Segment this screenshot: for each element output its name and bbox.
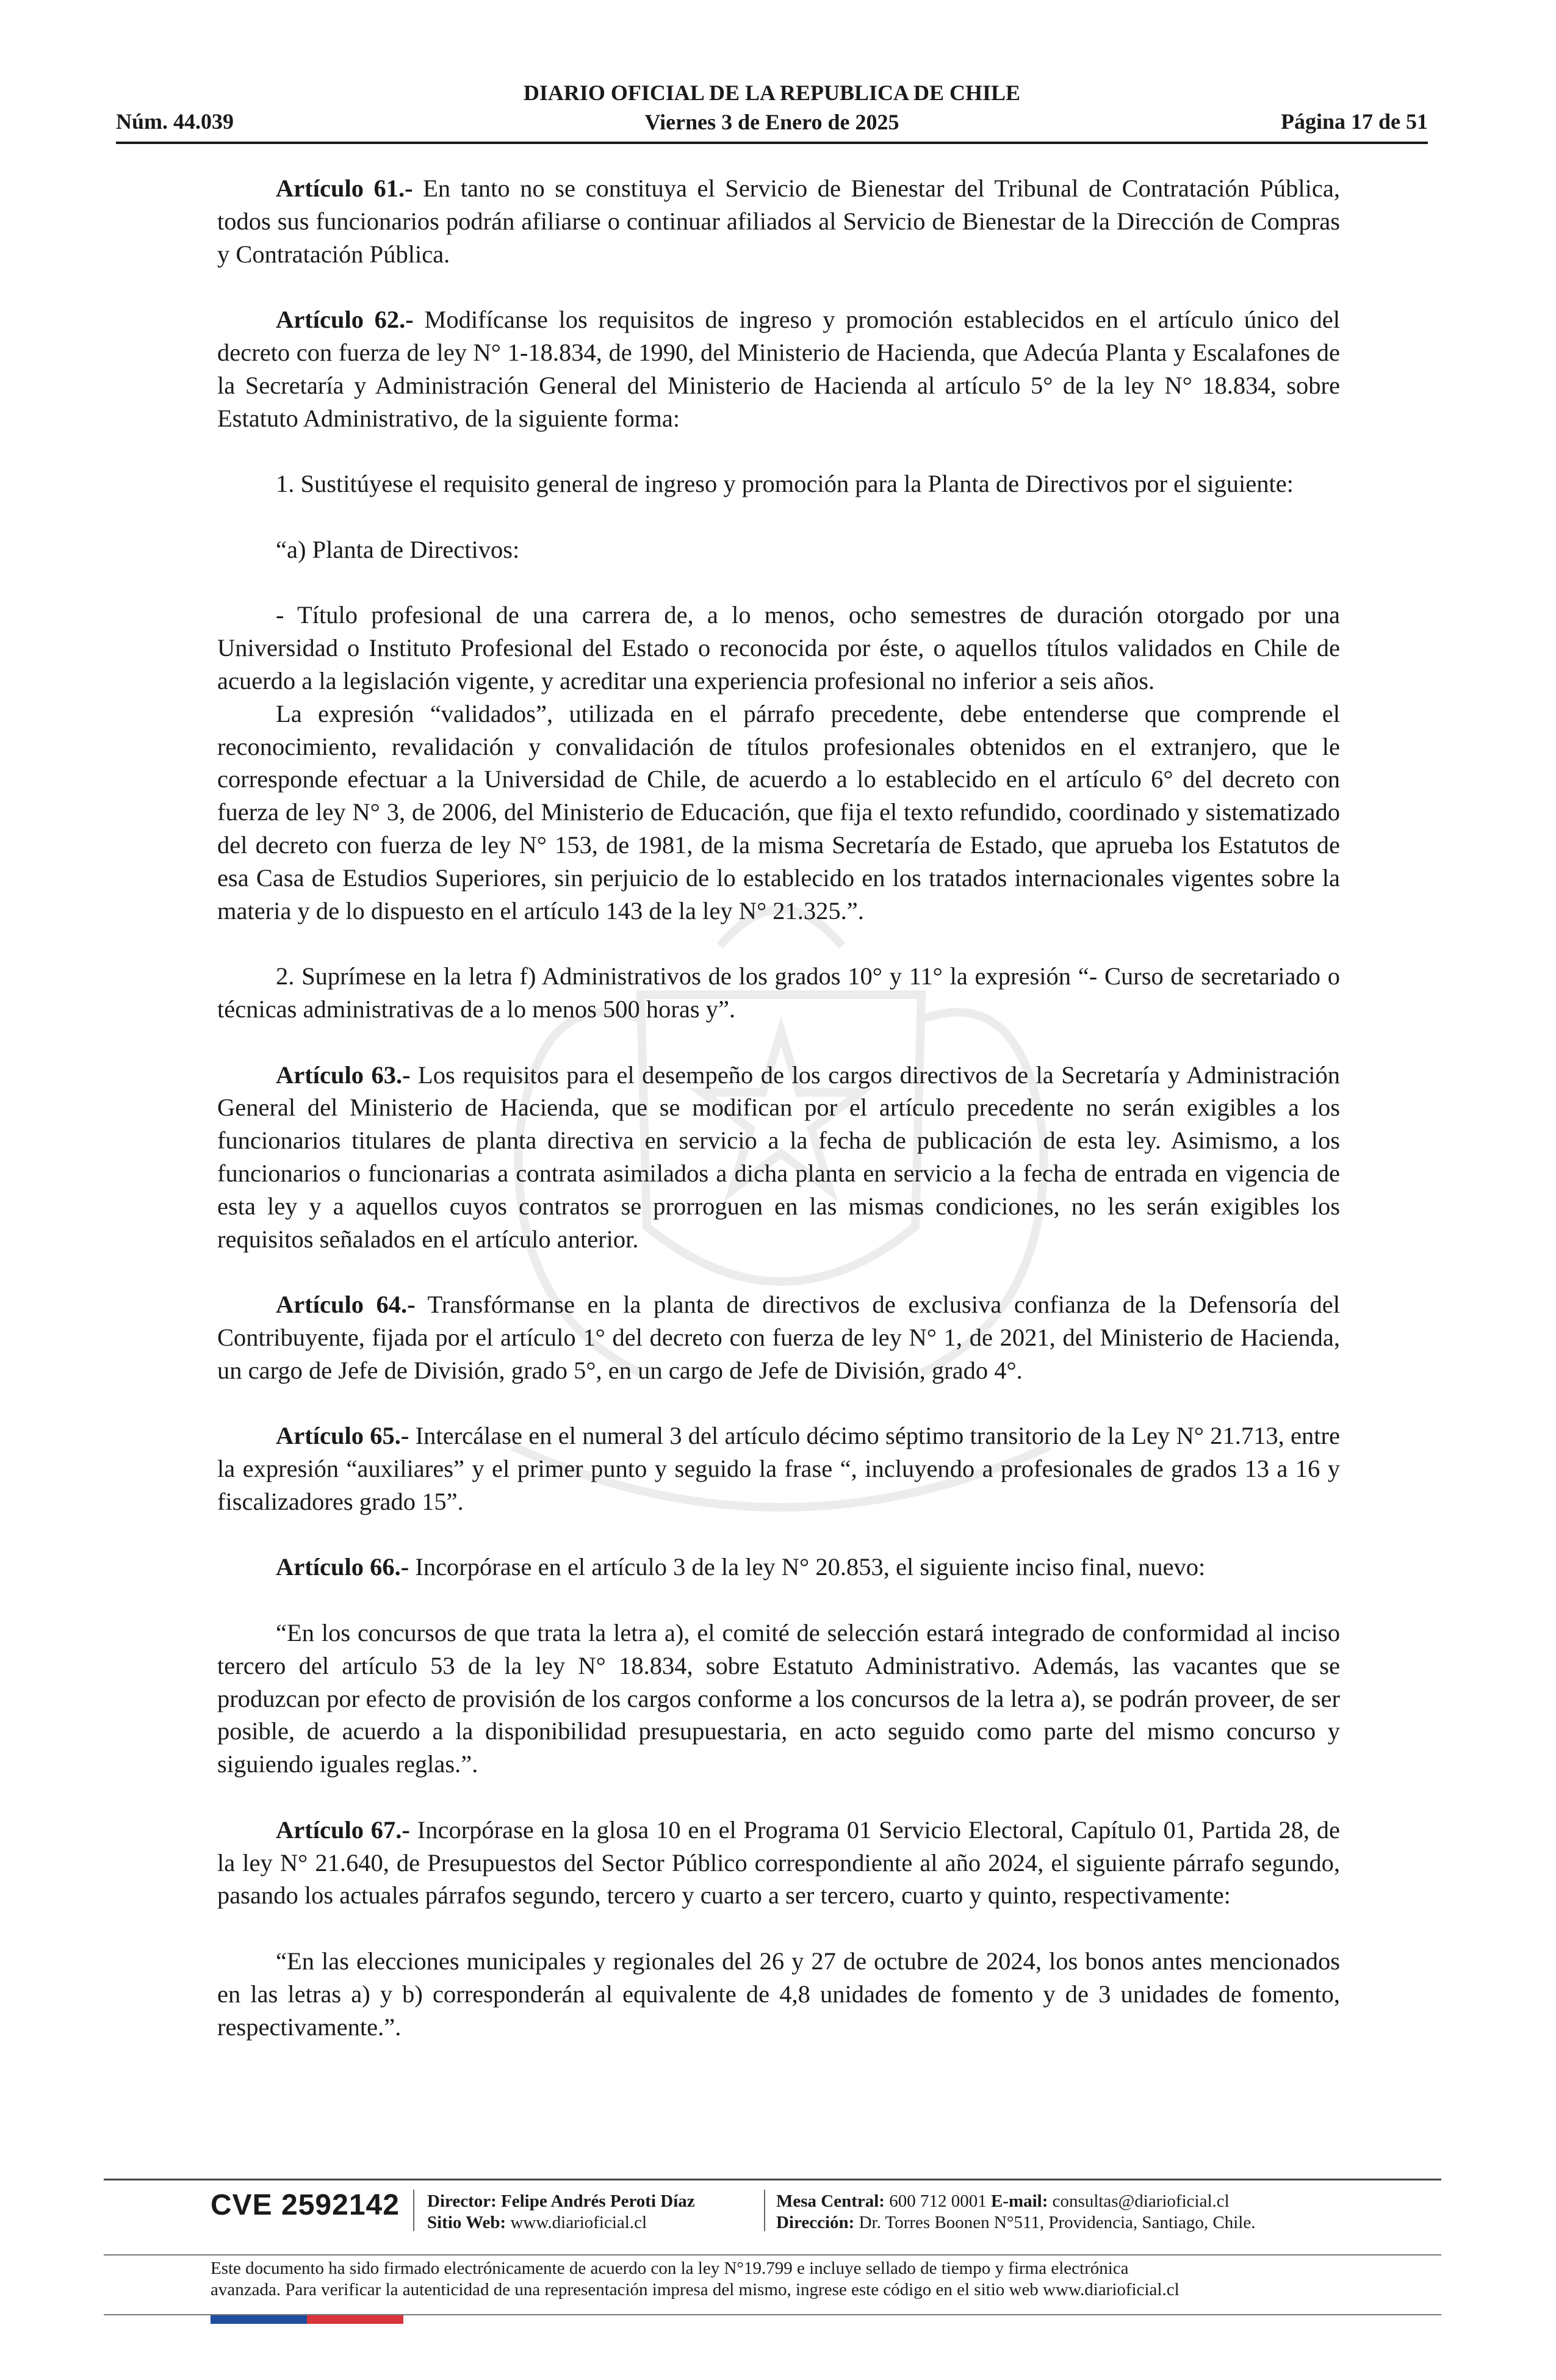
website-label: Sitio Web: (427, 2213, 506, 2232)
flag-stripe-blue (211, 2315, 307, 2324)
director-label: Director: (427, 2191, 497, 2211)
email-link[interactable]: consultas@diarioficial.cl (1048, 2191, 1230, 2211)
footer-divider (764, 2190, 765, 2231)
contact-line (776, 2191, 1255, 2212)
article-text: Incorpórase en el artículo 3 de la ley N° 20.853, el siguiente inciso final, nuevo: (409, 1553, 1206, 1581)
document-body (217, 172, 1340, 2043)
website-link[interactable]: www.diarioficial.cl (506, 2213, 647, 2232)
masthead (116, 78, 1428, 137)
article-62-item-2: 2. Suprímese en la letra f) Administrativos de los grados 10° y 11° la expresión “- Curso de secretariado o técnicas administrativas de a lo menos 500 horas y”. (217, 962, 1340, 1023)
footer-director-block (427, 2191, 695, 2234)
article-text: Incorpórase en la glosa 10 en el Programa 01 Servicio Electoral, Capítulo 01, Partida 28, de la ley N° 21.640, de Presupuestos del Sector Público correspondiente al año 2024, el siguiente párrafo segundo, pasando los actuales párrafos segundo, tercero y cuarto a ser tercero, cuarto y quinto, respectivamente: (217, 1816, 1340, 1909)
article-61 (217, 172, 1340, 270)
address-text: Dr. Torres Boonen N°511, Providencia, Santiago, Chile. (854, 2213, 1256, 2232)
article-heading: Artículo 62.- (276, 306, 414, 334)
footer-rule (104, 2179, 1441, 2180)
email-label: E-mail: (990, 2191, 1048, 2211)
footer-contact-block (776, 2191, 1255, 2234)
legal-line: avanzada. Para verificar la autenticidad de una representación impresa del mismo, ingrese este código en el sitio web www.diarioficial.cl (211, 2280, 1180, 2299)
article-62-requirement: - Título profesional de una carrera de, a lo menos, ocho semestres de duración otorgado por una Universidad o Instituto Profesional del Estado o reconocida por éste, o aquellos títulos validados en Chile de acuerdo a la legislación vigente, y acreditar una experiencia profesional no inferior a seis años. (217, 601, 1340, 694)
phone-number: 600 712 0001 (884, 2191, 991, 2211)
article-62-item-1-a: “a) Planta de Directivos: (276, 535, 520, 563)
cve-code: CVE 2592142 (211, 2189, 400, 2221)
article-65 (217, 1419, 1340, 1518)
article-67-quote: “En las elecciones municipales y regionales del 26 y 27 de octubre de 2024, los bonos antes mencionados en las letras a) y b) corresponderán al equivalente de 4,8 unidades de fomento y de 3 unidades de fomento, respectivamente.”. (217, 1947, 1340, 2041)
article-text: En tanto no se constituya el Servicio de Bienestar del Tribunal de Contratación Pública, todos sus funcionarios podrán afiliarse o continuar afiliados al Servicio de Bienestar de la Dirección de Compras y Contratación Pública. (217, 175, 1340, 268)
legal-line: Este documento ha sido firmado electrónicamente de acuerdo con la ley N°19.799 e incluye sellado de tiempo y firma electrónica (211, 2259, 1129, 2278)
director-name: Felipe Andrés Peroti Díaz (496, 2191, 695, 2211)
article-heading: Artículo 65.- (276, 1422, 409, 1450)
article-67 (217, 1814, 1340, 1912)
article-64 (217, 1288, 1340, 1387)
address-line (776, 2212, 1255, 2234)
header-rule (116, 142, 1428, 144)
footer-rule (104, 2254, 1441, 2256)
article-heading: Artículo 67.- (276, 1816, 410, 1844)
article-66 (217, 1551, 1340, 1584)
article-62-expression: La expresión “validados”, utilizada en el párrafo precedente, debe entenderse que comprende el reconocimiento, revalidación y convalidación de títulos profesionales obtenidos en el extranjero, que le corresponde efectuar a la Universidad de Chile, de acuerdo a lo establecido en el artículo 6° del decreto con fuerza de ley N° 3, de 2006, del Ministerio de Educación, que fija el texto refundido, coordinado y sistematizado del decreto con fuerza de ley N° 153, de 1981, de la misma Secretaría de Estado, que aprueba los Estatutos de esa Casa de Estudios Superiores, sin perjuicio de lo establecido en los tratados internacionales vigentes sobre la materia y de lo dispuesto en el artículo 143 de la ley N° 21.325.”. (217, 699, 1340, 925)
director-line (427, 2191, 695, 2212)
article-heading: Artículo 64.- (276, 1291, 416, 1319)
address-label: Dirección: (776, 2213, 855, 2232)
article-text: Modifícanse los requisitos de ingreso y promoción establecidos en el artículo único del decreto con fuerza de ley N° 1-18.834, de 1990, del Ministerio de Hacienda, que Adecúa Planta y Escalafones de la Secretaría y Administración General del Ministerio de Hacienda al artículo 5° de la ley N° 18.834, sobre Estatuto Administrativo, de la siguiente forma: (217, 306, 1341, 432)
article-text: Los requisitos para el desempeño de los cargos directivos de la Secretaría y Administración General del Ministerio de Hacienda, que se modifican por el artículo precedente no serán exigibles a los funcionarios titulares de planta directiva en servicio a la fecha de publicación de esta ley. Asimismo, a los funcionarios o funcionarias a contrata asimilados a dicha planta en servicio a la fecha de entrada en vigencia de esta ley y a aquellos cuyos contratos se prorroguen en las mismas condiciones, no les serán exigibles los requisitos señalados en el artículo anterior. (217, 1061, 1341, 1253)
article-66-quote: “En los concursos de que trata la letra a), el comité de selección estará integrado de conformidad al inciso tercero del artículo 53 de la ley N° 18.834, sobre Estatuto Administrativo. Además, las vacantes que se produzcan por efecto de provisión de los cargos conforme a los concursos de la letra a), se podrán proveer, de ser posible, de acuerdo a la disponibilidad presupuestaria, en acto seguido como parte del mismo concurso y siguiendo iguales reglas.”. (217, 1619, 1340, 1778)
flag-stripe-red (307, 2315, 403, 2324)
publication-title: DIARIO OFICIAL DE LA REPUBLICA DE CHILE (523, 81, 1021, 105)
article-text: Intercálase en el numeral 3 del artículo décimo séptimo transitorio de la Ley N° 21.713, entre la expresión “auxiliares” y el primer punto y seguido la frase “, incluyendo a profesionales de grados 13 a 16 y fiscalizadores grado 15”. (217, 1422, 1340, 1515)
legal-notice (211, 2258, 1358, 2301)
footer-divider (413, 2190, 414, 2231)
article-63 (217, 1059, 1340, 1256)
website-line (427, 2212, 695, 2234)
article-heading: Artículo 63.- (276, 1061, 411, 1089)
publication-date: Viernes 3 de Enero de 2025 (644, 110, 899, 134)
page-number: Página 17 de 51 (1280, 109, 1428, 134)
issue-number: Núm. 44.039 (116, 109, 234, 134)
phone-label: Mesa Central: (776, 2191, 885, 2211)
article-heading: Artículo 66.- (276, 1553, 409, 1581)
article-62-item-1: 1. Sustitúyese el requisito general de ingreso y promoción para la Planta de Directivos por el siguiente: (276, 470, 1294, 498)
article-text: Transfórmanse en la planta de directivos de exclusiva confianza de la Defensoría del Contribuyente, fijada por el artículo 1° del decreto con fuerza de ley N° 1, de 2021, del Ministerio de Hacienda, un cargo de Jefe de División, grado 5°, en un cargo de Jefe de División, grado 4°. (217, 1291, 1340, 1384)
page-header (116, 78, 1428, 145)
article-62 (217, 303, 1340, 435)
article-heading: Artículo 61.- (276, 175, 413, 202)
